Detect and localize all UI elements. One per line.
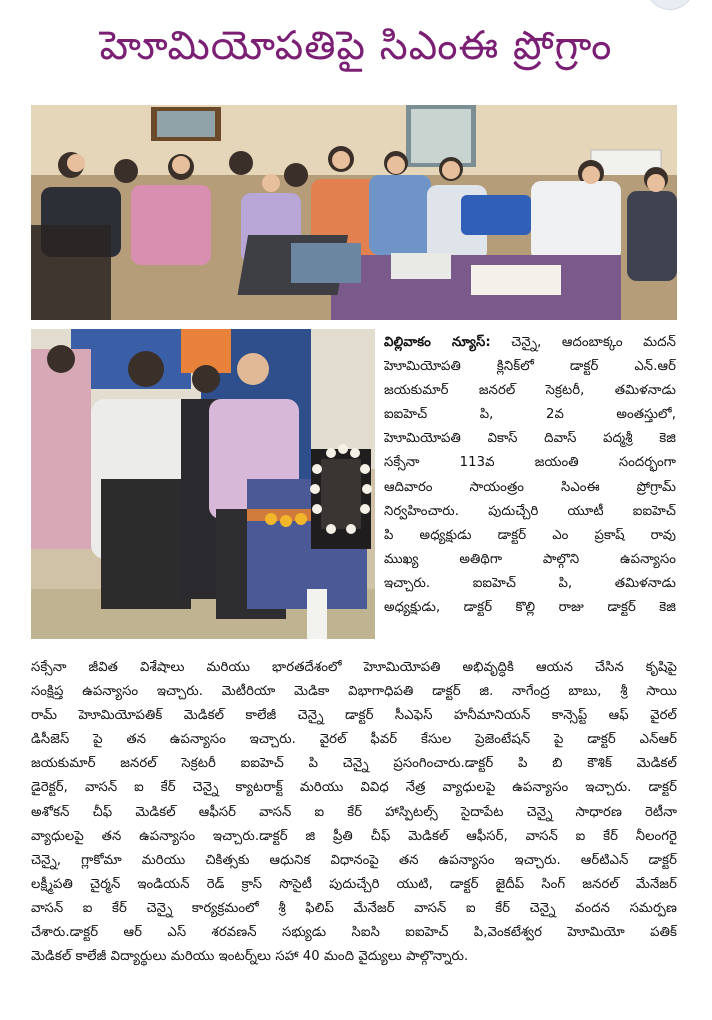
article-line: సంక్షిప్త ఉపన్యాసం ఇచ్చారు. మెటీరియా మెడికా విభాగాధిపతి డాక్టర్ జి. నాగేంద్ర బాబు, శ్రీ సాయి — [31, 684, 677, 700]
article-line: చెన్నై, గ్లాకోమా మరియు చికిత్సకు ఆధునిక విధానంపై తన ఉపన్యాసం ఇచ్చారు. ఆర్‌టిఎన్ డాక్టర్ — [31, 852, 677, 868]
article-dateline: విల్లివాకం న్యూస్: — [384, 335, 491, 350]
article-column-line: హెూమియోపతి వికాస్ దివాస్ పద్మశ్రీ కెజి — [384, 431, 676, 447]
article-column-line: జయకుమార్ జనరల్ సెక్రటరీ, తమిళనాడు — [384, 383, 676, 399]
tribute-photo-graphic — [31, 329, 375, 639]
article-line: డిసీజెస్ పై తన ఉపన్యాసం ఇచ్చారు. వైరల్ ఫీవర్ కేసుల ప్రెజెంటేషన్ పై డాక్టర్ ఎన్ఆర్ — [31, 732, 677, 748]
article-column-line: అధ్యక్షుడు, డాక్టర్ కొల్లి రాజు డాక్టర్ కెజి — [384, 600, 676, 616]
article-line: మెడికల్ కాలేజీ విద్యార్థులు మరియు ఇంటర్న్‌లు సహా 40 మంది వైద్యులు పాల్గొన్నారు. — [31, 949, 469, 965]
article-line: లక్ష్మీపతి చైర్మన్ ఇండియన్ రెడ్ క్రాస్ సొసైటీ పుదుచ్చేరి యుటి, డాక్టర్ జైదీప్ సింగ్ జనరల్ మేనేజర్ — [31, 876, 677, 892]
article-column-line: ఇచ్చారు. ఐఐహెచ్ పి, తమిళనాడు — [384, 575, 676, 591]
article-column-line: ముఖ్య అతిథిగా పాల్గొని ఉపన్యాసం — [384, 551, 676, 567]
tribute-photo — [31, 329, 375, 639]
audience-photo — [31, 105, 677, 320]
article-column-line: హెూమియోపతి క్లినిక్‌లో డాక్టర్ ఎన్.ఆర్ — [384, 359, 676, 375]
article-line: సక్సేనా జీవిత విశేషాలు మరియు భారతదేశంలో హెూమియోపతి అభివృద్ధికి ఆయన చేసిన కృషిపై — [31, 660, 677, 675]
article-column-line: ఆదివారం సాయంత్రం సిఎంఈ ప్రోగ్రామ్ — [384, 479, 676, 495]
article-line: అశోకన్ చీఫ్ మెడికల్ ఆఫీసర్ వాసన్ ఐ కేర్ హాస్పిటల్స్ సైదాపేట చెన్నై సాధారణ రెటీనా — [31, 804, 677, 820]
corner-badge — [646, 0, 694, 10]
article-line: రామ్ హెూమియోపతిక్ మెడికల్ కాలేజీ చెన్నై డాక్టర్ సీఎఫెస్ హనీమానియన్ కాన్సెప్ట్ ఆఫ్ వైరల్ — [31, 708, 677, 724]
article-column-text — [384, 331, 676, 620]
article-column-line — [384, 331, 676, 355]
article-line: వాసన్ ఐ కేర్ చెన్నై కార్యక్రమంలో శ్రీ ఫిలిప్ మేనేజర్ వాసన్ ఐ కేర్ చెన్నై వందన సమర్పణ — [31, 900, 677, 916]
article-line: జయకుమార్ జనరల్ సెక్రటరీ ఐఐహెచ్ పి చెన్నై ప్రసంగించారు.డాక్టర్ పి బి కౌశిక్ మెడికల్ — [31, 756, 677, 772]
article-column-line: సక్సేనా 113వ జయంతి సందర్భంగా — [384, 455, 676, 471]
headline: హెూమియోపతిపై సిఎంఈ ప్రోగ్రాం — [99, 23, 613, 69]
article-line: చేశారు.డాక్టర్ ఆర్ ఎస్ శరవణన్ సభ్యుడు సిఐసి ఐఐహెచ్ పి,వెంకటేశ్వర హెూమియో పతిక్ — [31, 925, 677, 941]
article-full-width-text — [31, 656, 677, 969]
audience-photo-graphic — [31, 105, 677, 320]
article-line: వ్యాధులపై తన ఉపన్యాసం ఇచ్చారు.డాక్టర్ జి ప్రీతి చీఫ్ మెడికల్ ఆఫీసర్, వాసన్ ఐ కేర్ నీలంగరై — [31, 828, 677, 844]
article-column-line-text: చెన్నై, ఆదంబాక్కం మదన్ — [490, 335, 676, 350]
article-column-line: పి అధ్యక్షుడు డాక్టర్ ఎం ప్రకాష్ రావు — [384, 527, 676, 543]
article-column-line: ఐఐహెచ్ పి, 2వ అంతస్తులో, — [384, 407, 676, 423]
article-line: డైరెక్టర్, వాసన్ ఐ కేర్ చెన్నై క్యాటరాక్ట్ మరియు వివిధ నేత్ర వ్యాధులపై ఉపన్యాసం ఇచ్చారు. డాక్టర్ — [31, 780, 677, 796]
article-column-line: నిర్వహించారు. పుదుచ్చేరి యూటీ ఐఐహెచ్ — [384, 503, 676, 519]
